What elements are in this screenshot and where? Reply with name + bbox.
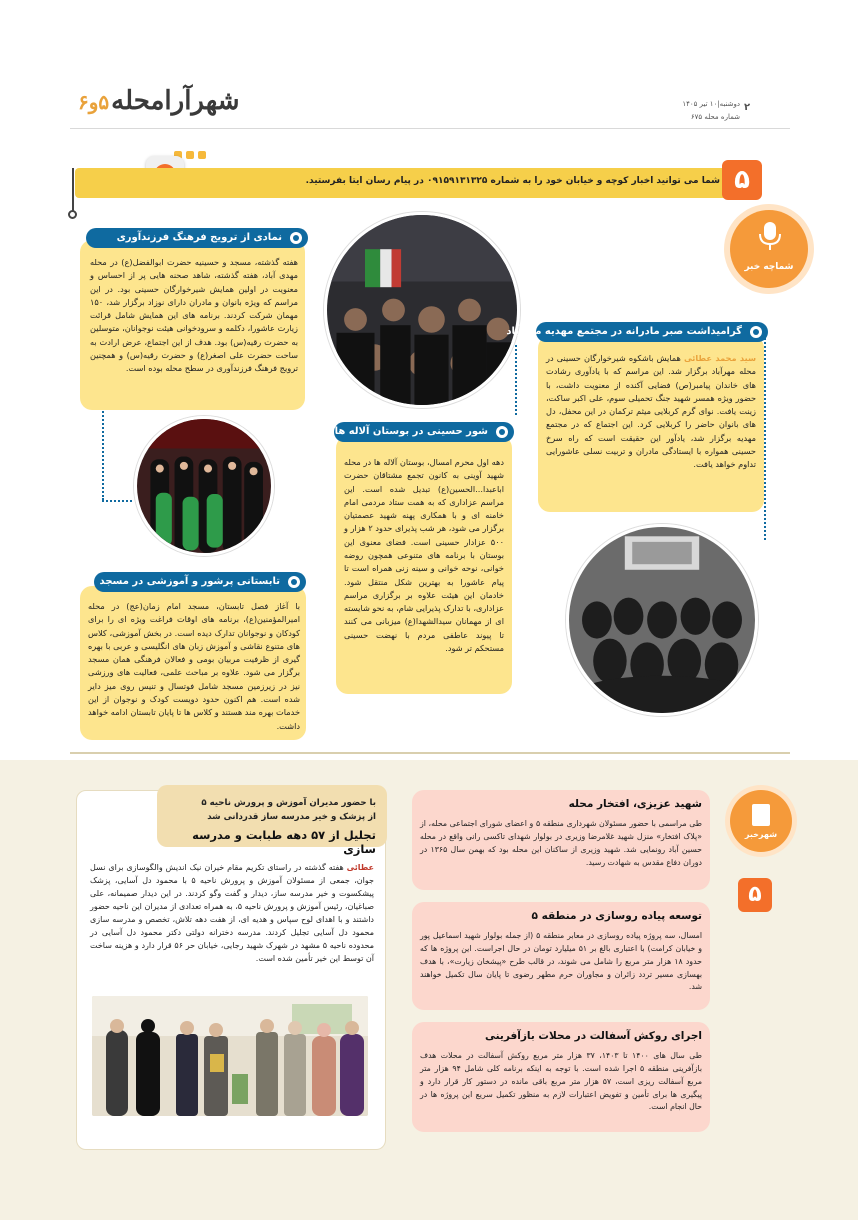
news-title: اجرای روکش آسفالت در محلات بازآفرینی xyxy=(484,1030,702,1042)
news-body: امسال، سه پروژه پیاده روسازی در معابر منطقه ۵ (از جمله بولوار شهید اسماعیل پور و خیابان کرامت) با اعتباری بالغ بر ۵۱ میلیارد تومان در حال اجراست. این پروژه ها که حدود ۱۸ هزار متر مربع را شامل می شوند، در قالب طرح «پیشخان زیارت»، با هدف بهسازی مسیر تردد زائران و مجاوران حرم مطهر رضوی تا پایان سال تکمیل خواهند شد. xyxy=(420,931,702,992)
article-heading-park xyxy=(334,422,514,442)
news-title: شهید عزیزی، افتخار محله xyxy=(568,798,702,810)
article-body: هفته گذشته، مسجد و حسینیه حضرت ابوالفضل(ع) در محله مهدی آباد، هفته گذشته، شاهد صحنه هایی پر از احساس و معنویت در اولین همایش شیرخوارگان حسینی بود. در این مراسم که ویژه بانوان و مادران دارای نوزاد برگزار شد، ۱۵۰ مهمان شرکت کردند. برنامه های این همایش شامل قرائت زیارت عاشورا، دکلمه و سرودخوانی هیئت نوجوانان، متوسلین به حضرت رقیه(س) بود. هدف از این اجتماع، عرض ارادت به ساحت حضرت علی اصغر(ع) و حضرت رقیه(س) و همچنین ترویج فرهنگ فرزندآوری در سطح محله بوده است. xyxy=(90,257,298,374)
article-body-mothers xyxy=(546,352,756,472)
girls-ceremony-photo xyxy=(134,416,274,556)
article-title: تابستانی پرشور و آموزشی در مسجد xyxy=(99,576,280,587)
bullet-icon xyxy=(288,576,300,588)
article-heading-culture xyxy=(86,228,308,248)
masthead-logo xyxy=(78,86,240,116)
feature-subtitle: از پزشک و خیر مدرسه ساز قدردانی شد xyxy=(207,812,376,822)
section-divider xyxy=(70,752,790,754)
news-body: طی سال های ۱۴۰۰ تا ۱۴۰۳، ۳۷ هزار متر مربع روکش آسفالت در محلات هدف بازآفرینی منطقه ۵ اجرا شده است. با توجه به اینکه برنامه کلی شامل ۹۴ هزار متر مربع آسفالت ریزی است، ۵۷ هزار متر مربع باقی مانده در دستور کار قرار دارد و پیگیری ها برای تأمین و تفویض اعتبارات لازم به منظور تکمیل سریع این پروژه ها در حال انجام است. xyxy=(420,1051,702,1112)
article-body: با آغاز فصل تابستان، مسجد امام زمان(عج) در محله امیرالمؤمنین(ع)، برنامه های اوقات فراغت ویژه ای را برای کودکان و نوجوانان تدارک دیده است. در بخش آموزشی، کلاس های متنوع نقاشی و آموزش زبان های انگلیسی و عربی با بهره گیری از ظرفیت مربیان بومی و فعالان فرهنگی همان مسجد برگزار می شود. علاوه بر مباحث علمی، فعالیت های ورزشی نیز در زیرزمین مسجد شامل فوتسال و تنیس روی میز دایر شده است. هم اکنون حدود دویست کودک و نوجوان از این خدمات بهره مند هستند و کلاس ها تا پایان تابستان ادامه خواهد داشت. xyxy=(88,601,300,731)
feature-author: عطائی xyxy=(346,863,374,872)
news-body: طی مراسمی با حضور مسئولان شهرداری منطقه ۵ و اعضای شورای اجتماعی محله، از «پلاک افتخار» منزل شهید غلامرضا وزیری در بولوار شهدای تاکسی رانی واقع در محله حسین آباد رونمایی شد. شهید وزیری از ساکنان این محله بود که بهمن سال ۱۳۶۵ در دوران دفاع مقدس به شهادت رسید. xyxy=(420,819,702,867)
logo-number: ۵و۶ xyxy=(78,90,110,114)
connector-line xyxy=(102,500,132,502)
feature-subtitle: با حضور مدیران آموزش و پرورش ناحیه ۵ xyxy=(201,798,376,808)
app-dots-decoration xyxy=(160,144,208,156)
feature-body xyxy=(90,862,374,966)
article-title: گرامیداشت صبر مادرانه در مجتمع مهدیه مهرآباد xyxy=(506,326,742,337)
issue-date: دوشنبه|۱۰ تیر ۱۴۰۵ xyxy=(682,100,740,108)
feature-title: تجلیل از ۵۷ دهه طبابت و مدرسه سازی xyxy=(192,828,376,856)
region-five-badge: ۵ xyxy=(738,878,772,912)
article-body: دهه اول محرم امسال، بوستان آلاله ها در محله شهید آوینی به کانون تجمع مشتاقان حضرت اباعبدا...الحسین(ع) تبدیل شده است. این مراسم عزاداری که به همت ستاد مردمی امام خامنه ای و با همکاری پهنه شهید عصمتیان برگزار می شود، هر شب پذیرای حدود ۲ هزار و ۵۰۰ عزادار حسینی است. فضای معنوی این بوستان با برنامه های متنوعی همچون روضه خوانی، نوحه خوانی و سینه زنی همراه است تا پیام عاشورا به بهترین شکل منتقل شود. خادمان این هیئت علاوه بر برگزاری مراسم عزاداری، با تدارک پذیرایی شام، به نحو شایسته ای از مهمانان سیدالشهدا(ع) میزبانی می کنند تا پیوند عاطفی مردم با نهضت حسینی مستحکم تر شود. xyxy=(344,457,504,653)
page-number: ۲ xyxy=(744,102,751,113)
article-title: نمادی از ترویج فرهنگ فرزندآوری xyxy=(116,232,282,243)
feature-body-text: هفته گذشته در راستای تکریم مقام خیران نیک اندیش والگوسازی برای نسل جوان، جمعی از مسئولان آموزش و پرورش ناحیه ۵ با محمود دل آسایی، پزشک پیشکسوت و خیر مدرسه ساز، دیدار و گفت وگو کردند. در این دیدار صمیمانه، علی صباغیان، رئیس آموزش و پرورش ناحیه ۵، به همراه تعدادی از مدیران این ناحیه حضور داشتند و با اهدای لوح سپاس و هدیه ای، از هفت دهه تلاش، تخصص و مدرسه سازی محمود دل آسایی تجلیل کردند. xyxy=(90,863,375,937)
feature-body-text: مدرسه دخترانه دولتی دکتر محمود دل آسایی در محدوده ناحیه ۵ مشهد در شهرک شهید رجایی، خیابان حر ۵۶ قرار دارد و هزینه ساخت آن توسط این خیر تأمین شده است. xyxy=(90,927,374,963)
city-news-badge xyxy=(730,790,792,852)
document-icon xyxy=(752,804,770,826)
bullet-icon xyxy=(496,426,508,438)
article-title: شور حسینی در بوستان آلاله ها xyxy=(334,426,488,437)
issue-number: شماره محله ۶۷۵ xyxy=(690,113,740,121)
article-heading-mothers xyxy=(506,322,768,342)
section-badge-label: شماچه خبر xyxy=(744,262,794,272)
connector-line xyxy=(515,345,517,415)
bullet-icon xyxy=(290,232,302,244)
left-rule-line xyxy=(72,168,74,213)
article-body: همایش باشکوه شیرخوارگان حسینی در محله مهرآباد برگزار شد. این مراسم که با یادآوری رشادت های خاندان پیامبر(ص) فضایی آکنده از معنویت داشت، با حضور ویژه همسر شهید جنگ تحمیلی سوم، علی اکبر ساکت، زینت یافت. نوای گرم کربلایی میثم ترکمان در این محفل، دل های بانوان حاضر را کربلایی کرد. این اجتماع که در مجتمع مهدیه برگزار شد، یادآور این حقیقت است که راه سرخ حسینی همواره با ایستادگی مادران و تربیت نسلی عاشورایی تداوم خواهد یافت. xyxy=(546,353,756,470)
microphone-icon xyxy=(756,222,782,252)
submit-news-text: شما می توانید اخبار کوچه و خیابان خود را به شماره ۰۹۱۵۹۱۳۱۳۲۵ در پیام رسان ایتا بفرستید. xyxy=(305,176,720,186)
article-heading-summer xyxy=(94,572,306,592)
header-divider xyxy=(70,128,790,129)
logo-text: شهرآرامحله xyxy=(111,86,240,116)
left-rule-dot xyxy=(68,210,77,219)
mosque-gathering-photo xyxy=(566,524,758,716)
news-title: توسعه پیاده روسازی در منطقه ۵ xyxy=(531,910,702,922)
article-author: سید محمد عطائی xyxy=(683,353,757,363)
mourning-crowd-photo xyxy=(324,212,520,408)
region-five-badge: ۵ xyxy=(722,160,762,200)
city-news-label: شهرخبر xyxy=(744,830,778,839)
officials-group-photo xyxy=(92,996,368,1116)
connector-line xyxy=(764,330,766,540)
bullet-icon xyxy=(750,326,762,338)
section-badge xyxy=(730,210,808,288)
